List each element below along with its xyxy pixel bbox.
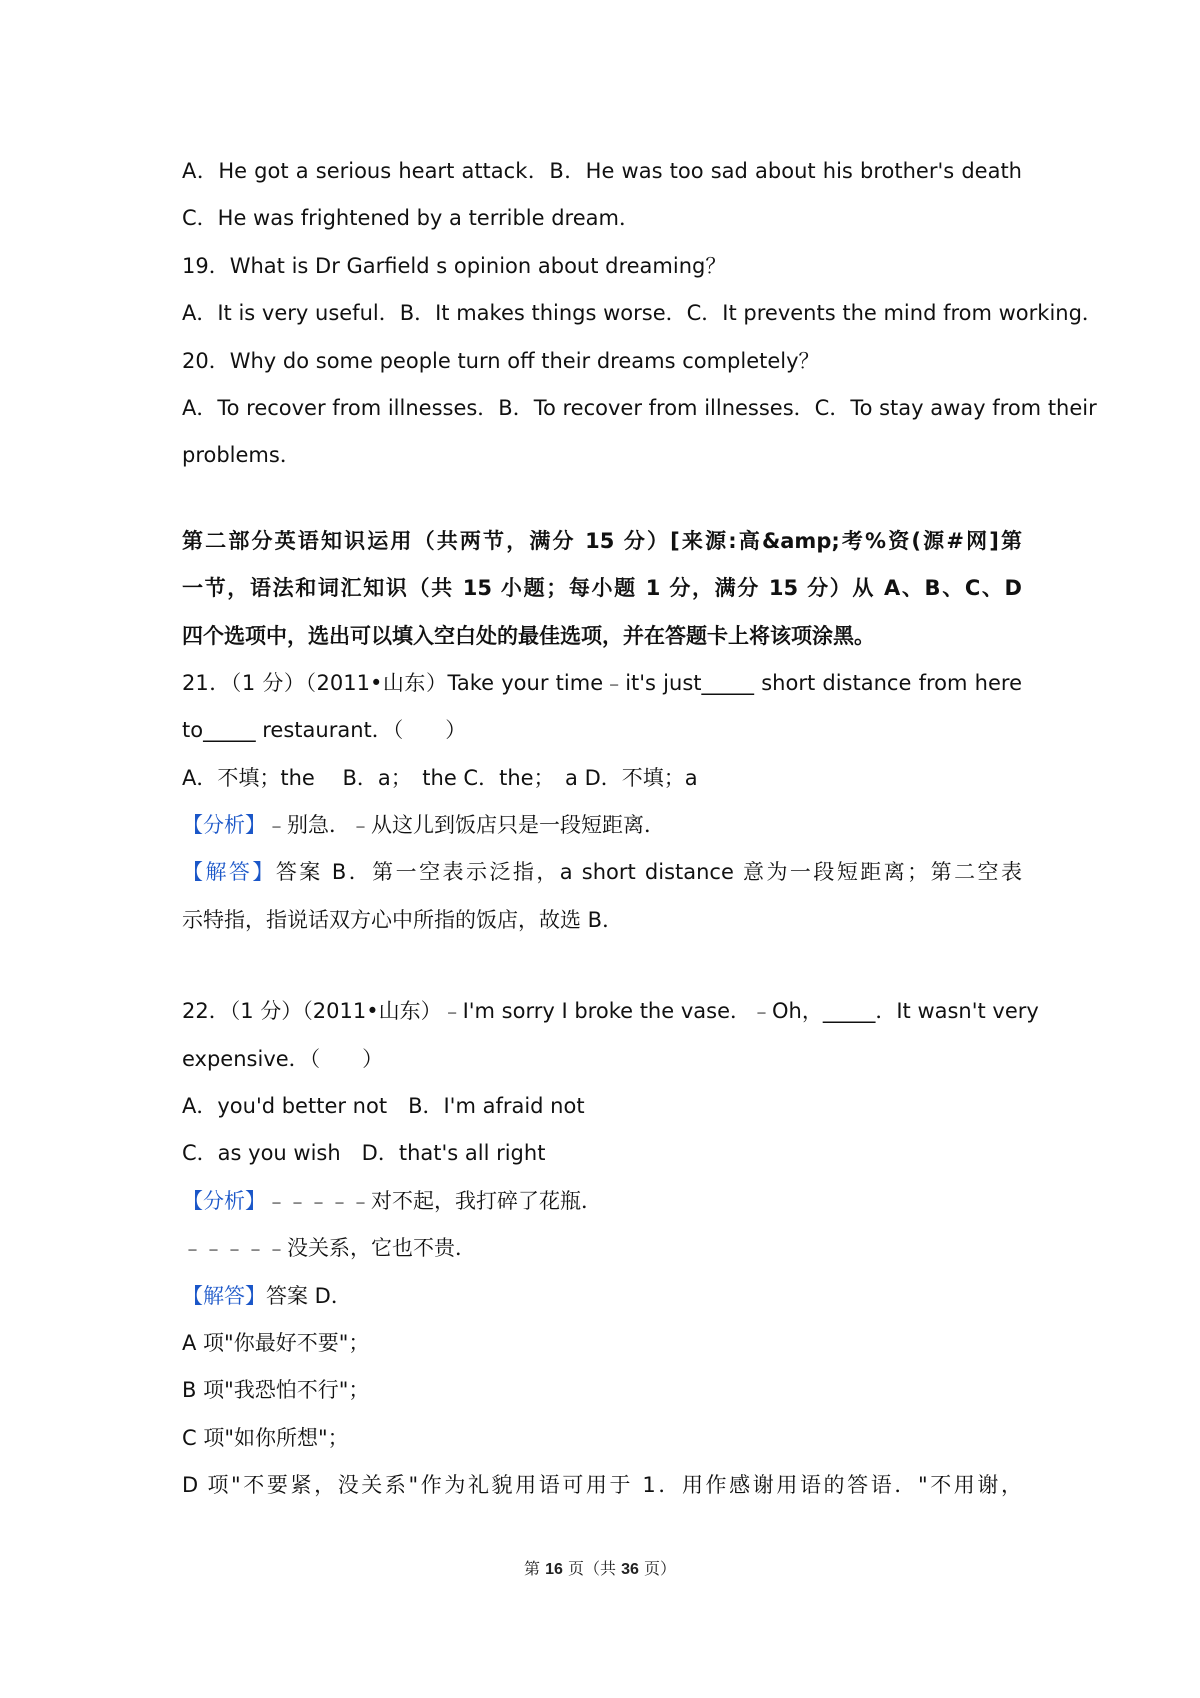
q22-item-d: D 项"不要紧，没关系"作为礼貌用语可用于 1．用作感谢用语的答语．"不用谢， (182, 1473, 1022, 1498)
analysis-text: ﹣别急．﹣从这儿到饭店只是一段短距离． (266, 813, 665, 838)
answer-text: 答案 D． (266, 1283, 352, 1308)
page-footer (0, 1556, 1200, 1579)
q21-analysis (182, 802, 1022, 849)
q22-item-b: B 项"我恐怕不行"； (182, 1378, 370, 1403)
q22-question-line1: 22．（1 分）（2011•山东）﹣I'm sorry I broke the vase．﹣Oh，_____．It wasn't very (182, 999, 1039, 1024)
q22-options-line2: C．as you wish D．that's all right (182, 1141, 546, 1166)
q21-question-line1: 21．（1 分）（2011•山东）Take your time﹣it's just_____ short distance from here (182, 670, 1022, 695)
q21-answer-line1 (182, 849, 1022, 896)
answer-text: 答案 B．第一空表示泛指，a short distance 意为一段短距离；第二空表 (275, 860, 1023, 885)
q22-options-line1: A．you'd better not B．I'm afraid not (182, 1094, 585, 1119)
q21-question-line2: to_____ restaurant．（ ） (182, 718, 467, 743)
q21-options: A．不填；the B．a； the C．the； a D．不填；a (182, 765, 698, 790)
section2-heading-line2: 一节，语法和词汇知识（共 15 小题；每小题 1 分，满分 15 分）从 A、B、C、D (182, 576, 1022, 601)
spacer (182, 944, 1022, 988)
section2-heading-line1: 第二部分英语知识运用（共两节，满分 15 分）[来源:高&amp;考%资(源#网]第 (182, 528, 1022, 553)
q18-options-line2: C．He was frightened by a terrible dream． (182, 206, 640, 231)
q20-options: A．To recover from illnesses．B．To recover from illnesses．C．To stay away from their (182, 395, 1097, 420)
q20-options-cont: problems． (182, 443, 301, 468)
q22-question-line2: expensive．（ ） (182, 1046, 384, 1071)
answer-tag: 【解答】 (182, 1283, 266, 1308)
q22-answer (182, 1273, 1022, 1320)
page-content (182, 148, 1103, 1510)
q22-analysis-line2: ﹣﹣﹣﹣﹣没关系，它也不贵． (182, 1236, 476, 1261)
q22-item-a: A 项"你最好不要"； (182, 1330, 370, 1355)
q21-answer-line2: 示特指，指说话双方心中所指的饭店，故选 B． (182, 907, 624, 932)
answer-tag: 【解答】 (182, 860, 276, 885)
spacer (182, 480, 1022, 518)
footer-middle: 页（共 (567, 1559, 616, 1578)
total-pages: 36 (621, 1561, 639, 1578)
footer-prefix: 第 (523, 1559, 540, 1578)
q19-question: 19．What is Dr Garfield s opinion about dreaming？ (182, 253, 727, 278)
q18-options-line1: A．He got a serious heart attack．B．He was too sad about his brother's death (182, 159, 1022, 183)
q19-options: A．It is very useful．B．It makes things worse．C．It prevents the mind from working． (182, 301, 1103, 326)
q22-item-c: C 项"如你所想"； (182, 1425, 349, 1450)
q20-question: 20．Why do some people turn off their dreams completely？ (182, 348, 820, 373)
analysis-text: ﹣﹣﹣﹣﹣对不起，我打碎了花瓶． (266, 1188, 602, 1213)
footer-suffix: 页） (643, 1559, 676, 1578)
section2-heading-line3: 四个选项中，选出可以填入空白处的最佳选项，并在答题卡上将该项涂黑。 (182, 623, 875, 648)
page-number: 16 (545, 1561, 563, 1578)
analysis-tag: 【分析】 (182, 1188, 266, 1213)
analysis-tag: 【分析】 (182, 813, 266, 838)
q22-analysis-line1 (182, 1178, 1022, 1225)
